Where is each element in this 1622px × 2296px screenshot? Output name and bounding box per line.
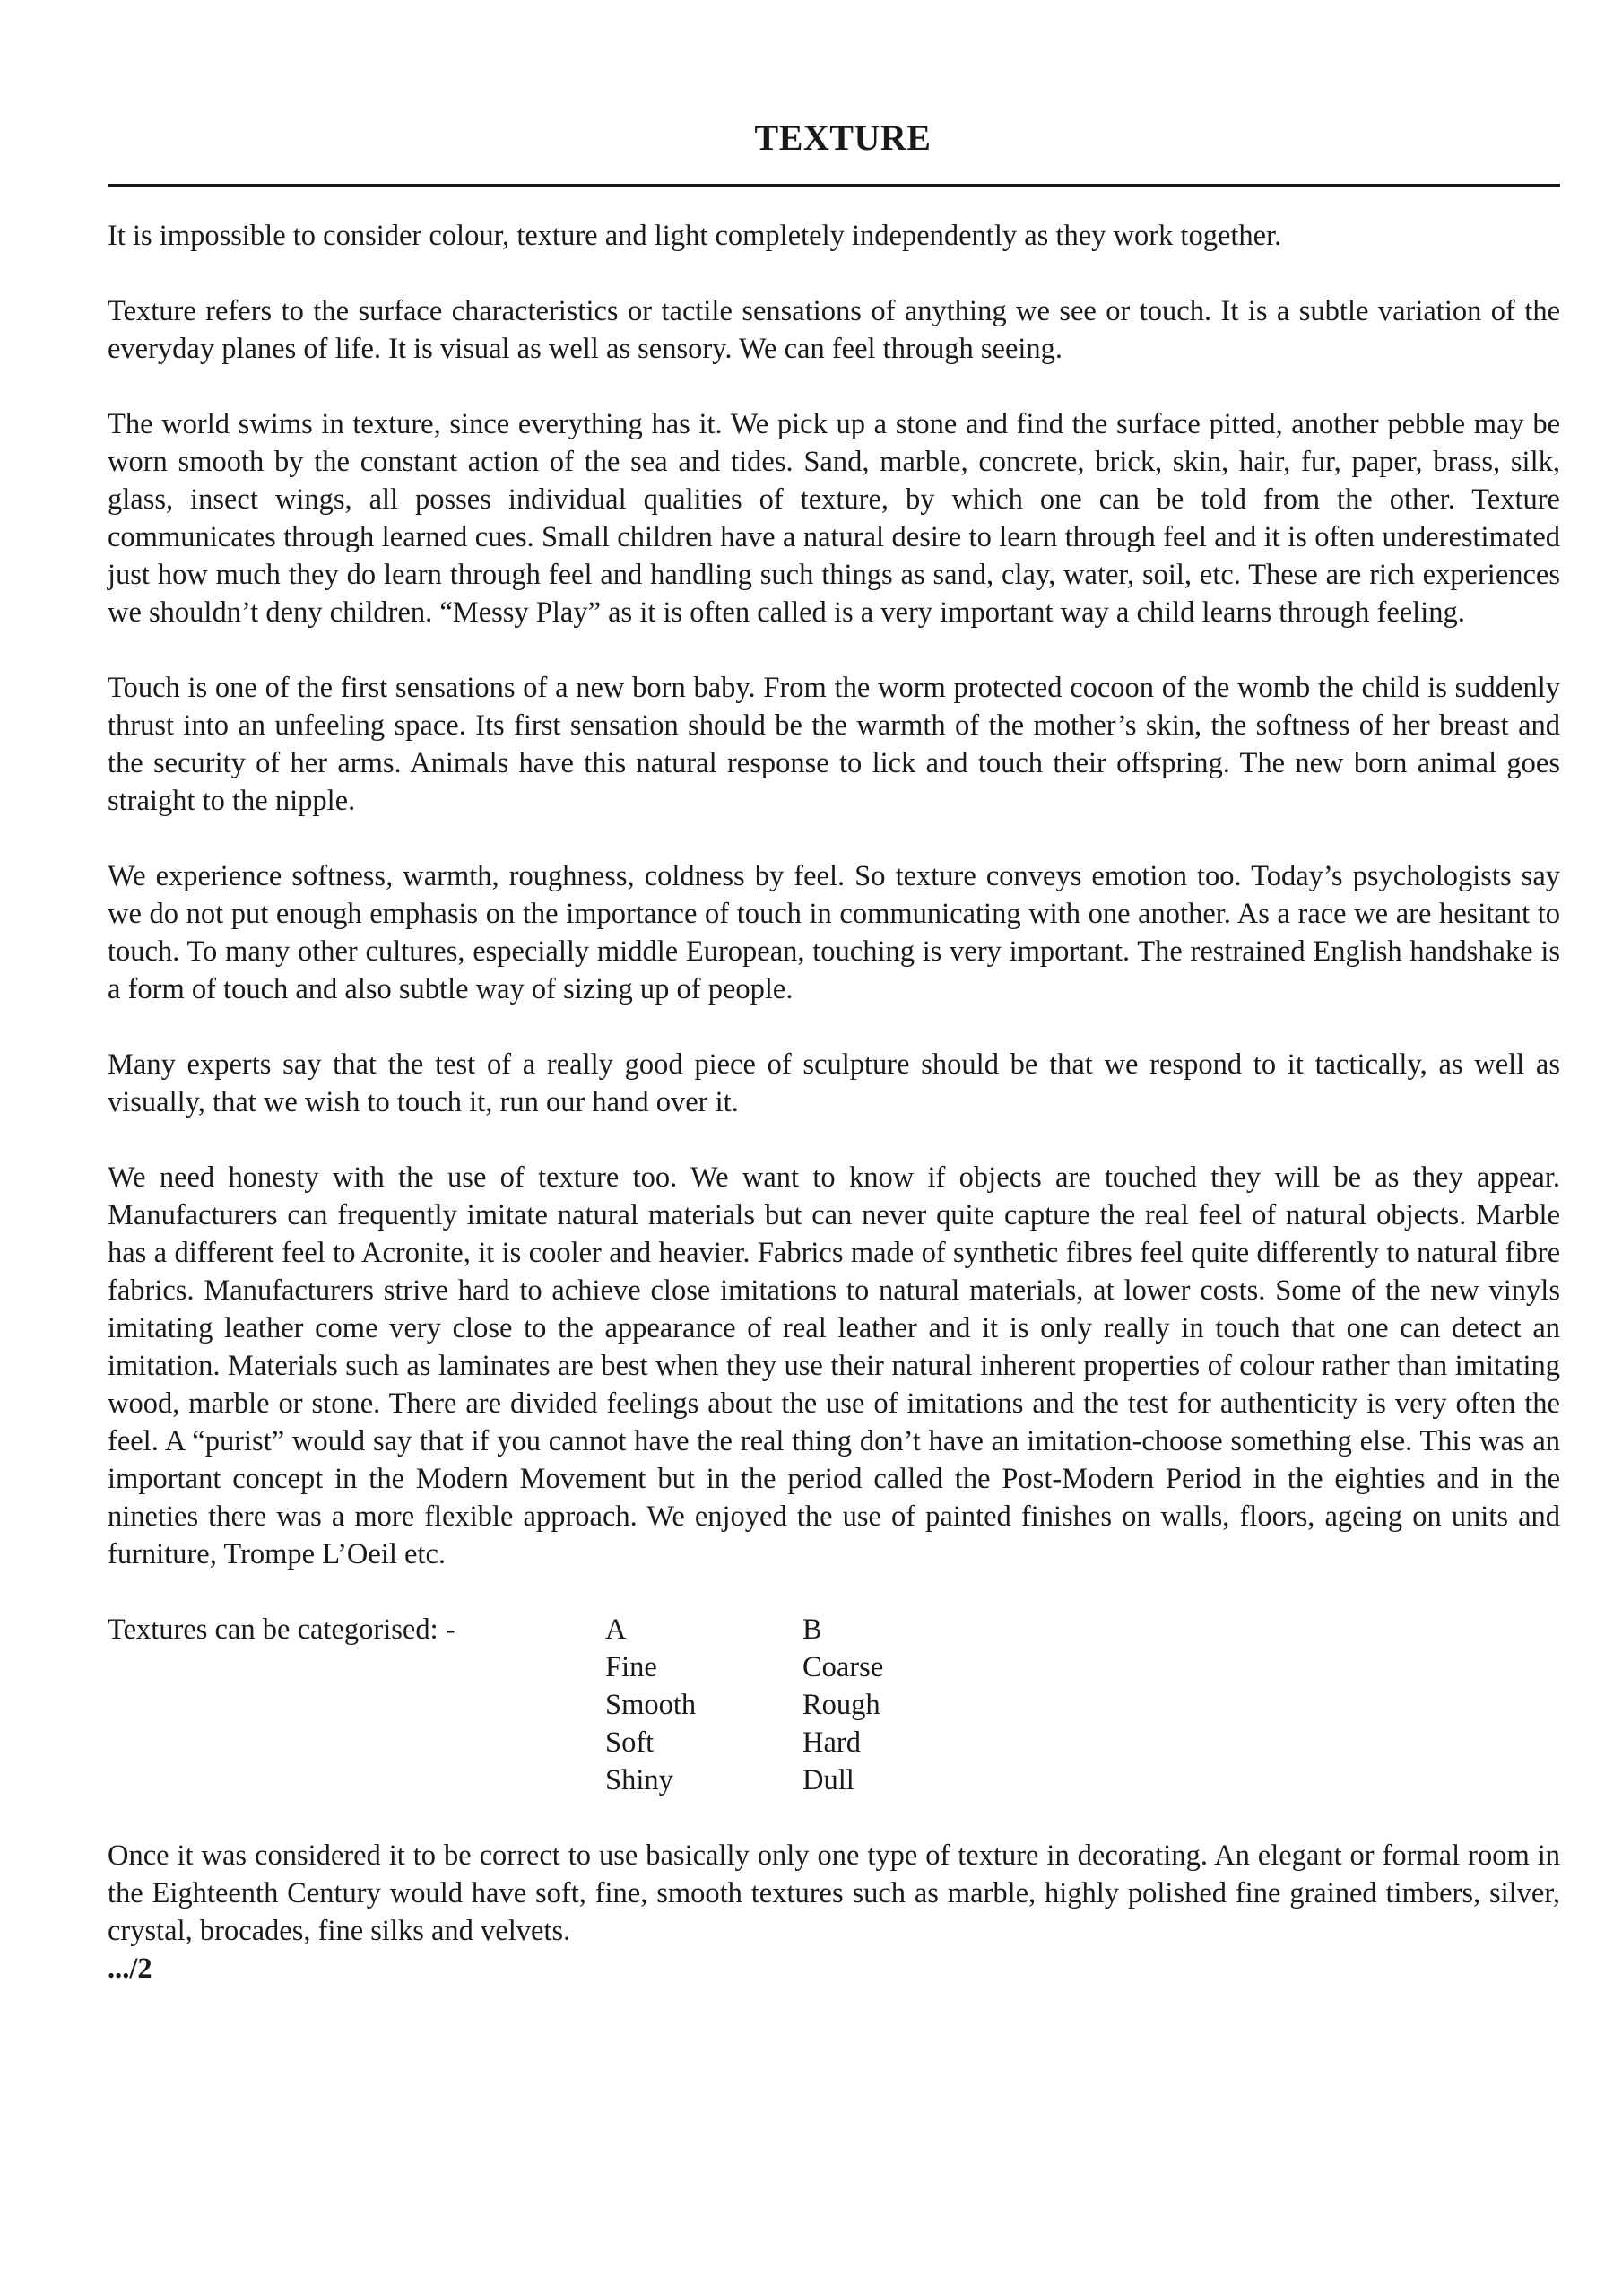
category-a-item: Fine [605, 1651, 657, 1683]
categories-label: Textures can be categorised: - [108, 1613, 455, 1646]
category-a-header: A [605, 1613, 627, 1646]
paragraph-intro: It is impossible to consider colour, texture and light completely independently as they work together. [108, 220, 1282, 252]
category-a-item: Smooth [605, 1689, 697, 1721]
paragraph-emotion: We experience softness, warmth, roughness, coldness by feel. So texture conveys emotion too. Today’s psychologists say we do not put enough emphasis on the importance of touch in communicating with one another. As a race we are hesitant to touch. To many other cultures, especially middle European, touching is very important. The restrained English handshake is a form of touch and also subtle way of sizing up of people. [108, 860, 1560, 1005]
paragraph-definition: Texture refers to the surface characteristics or tactile sensations of anything we see or touch. It is a subtle variation of the everyday planes of life. It is visual as well as sensory. We can feel through seeing. [108, 295, 1560, 365]
category-column-b [802, 1611, 1000, 1799]
paragraph-closing: Once it was considered it to be correct to use basically only one type of texture in decorating. An elegant or formal room in the Eighteenth Century would have soft, fine, smooth textures such as marble, highly polished fine grained timbers, silver, crystal, brocades, fine silks and velvets. [108, 1839, 1560, 1947]
category-b-item: Coarse [802, 1651, 884, 1683]
category-a-item: Shiny [605, 1764, 673, 1796]
title-divider [108, 184, 1560, 187]
page-continuation-marker: .../2 [108, 1952, 152, 1985]
page-title: TEXTURE [754, 117, 932, 158]
paragraph-sculpture: Many experts say that the test of a really good piece of sculpture should be that we respond to it tactically, as well as visually, that we wish to touch it, run our hand over it. [108, 1048, 1560, 1118]
category-a-item: Soft [605, 1726, 655, 1759]
paragraph-world-texture: The world swims in texture, since everything has it. We pick up a stone and find the surface pitted, another pebble may be worn smooth by the constant action of the sea and tides. Sand, marble, concrete, brick, skin, hair, fur, paper, brass, silk, glass, insect wings, all posses individual qualities of texture, by which one can be told from the other. Texture communicates through learned cues. Small children have a natural desire to learn through feel and it is often underestimated just how much they do learn through feel and handling such things as sand, clay, water, soil, etc. These are rich experiences we shouldn’t deny children. “Messy Play” as it is often called is a very important way a child learns through feeling. [108, 408, 1560, 629]
paragraph-touch-newborn: Touch is one of the first sensations of a new born baby. From the worm protected cocoon of the womb the child is suddenly thrust into an unfeeling space. Its first sensation should be the warmth of the mother’s skin, the softness of her breast and the security of her arms. Animals have this natural response to lick and touch their offspring. The new born animal goes straight to the nipple. [108, 672, 1560, 817]
category-b-header: B [802, 1613, 822, 1646]
category-column-a [605, 1611, 802, 1799]
category-b-item: Rough [802, 1689, 880, 1721]
paragraph-honesty: We need honesty with the use of texture too. We want to know if objects are touched they will be as they appear. Manufacturers can frequently imitate natural materials but can never quite capture the real feel of natural objects. Marble has a different feel to Acronite, it is cooler and heavier. Fabrics made of synthetic fibres feel quite differently to natural fibre fabrics. Manufacturers strive hard to achieve close imitations to natural materials, at lower costs. Some of the new vinyls imitating leather come very close to the appearance of real leather and it is only really in touch that one can detect an imitation. Materials such as laminates are best when they use their natural inherent properties of colour rather than imitating wood, marble or stone. There are divided feelings about the use of imitations and the test for authenticity is very often the feel. A “purist” would say that if you cannot have the real thing don’t have an imitation-choose something else. This was an important concept in the Modern Movement but in the period called the Post-Modern Period in the eighties and in the nineties there was a more flexible approach. We enjoyed the use of painted finishes on walls, floors, ageing on units and furniture, Trompe L’Oeil etc. [108, 1161, 1560, 1570]
category-b-item: Hard [802, 1726, 861, 1759]
texture-categories [108, 1611, 1560, 1799]
category-b-item: Dull [802, 1764, 854, 1796]
document-page [108, 117, 1560, 1987]
